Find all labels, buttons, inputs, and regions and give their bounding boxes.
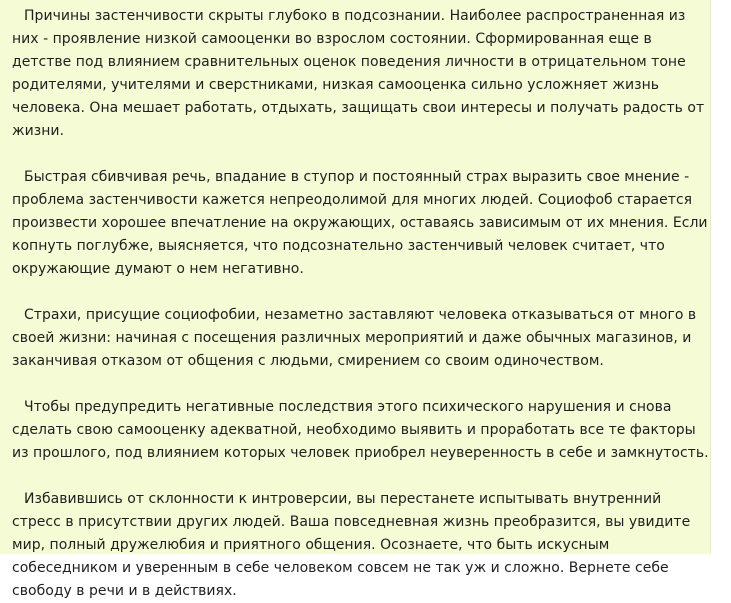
paragraph-1: Причины застенчивости скрыты глубоко в подсознании. Наиболее распространенная из них - проявление низкой самооценки во взрослом состоянии. Сформированная еще в детстве под влиянием сравнительных оценок поведения личности в отрицательном тоне родителями, учителями и сверстниками, низкая самооценка сильно усложняет жизнь человека. Она мешает работать, отдыхать, защищать свои интересы и получать радость от жизни.: [12, 8, 705, 139]
paragraph-4: Чтобы предупредить негативные последствия этого психического нарушения и снова сделать свою самооценку адекватной, необходимо выявить и проработать все те факторы из прошлого, под влиянием которых человек приобрел неуверенность в себе и замкнутость.: [12, 399, 709, 461]
paragraph-3: Страхи, присущие социофобии, незаметно заставляют человека отказываться от много в своей жизни: начиная с посещения различных мероприятий и даже обычных магазинов, и заканчивая отказом от общения с людьми, смирением со своим одиночеством.: [12, 307, 697, 369]
paragraph-2: Быстрая сбивчивая речь, впадание в ступор и постоянный страх выразить свое мнение - проблема застенчивости кажется непреодолимой для многих людей. Социофоб старается произвести хорошее впечатление на окружающих, оставаясь зависимым от их мнения. Если копнуть поглубже, выясняется, что подсознательно застенчивый человек считает, что окружающие думают о нем негативно.: [12, 169, 708, 277]
paragraph-5: Избавившись от склонности к интроверсии, вы перестанете испытывать внутренний стресс в присутствии других людей. Ваша повседневная жизнь преобразится, вы увидите мир, полный дружелюбия и приятного общения. Осознаете, что быть искусным собеседником и уверенным в себе человеком совсем не так уж и сложно. Вернете себе свободу в речи и в действиях.: [12, 491, 691, 599]
article-body: [12, 5, 710, 603]
